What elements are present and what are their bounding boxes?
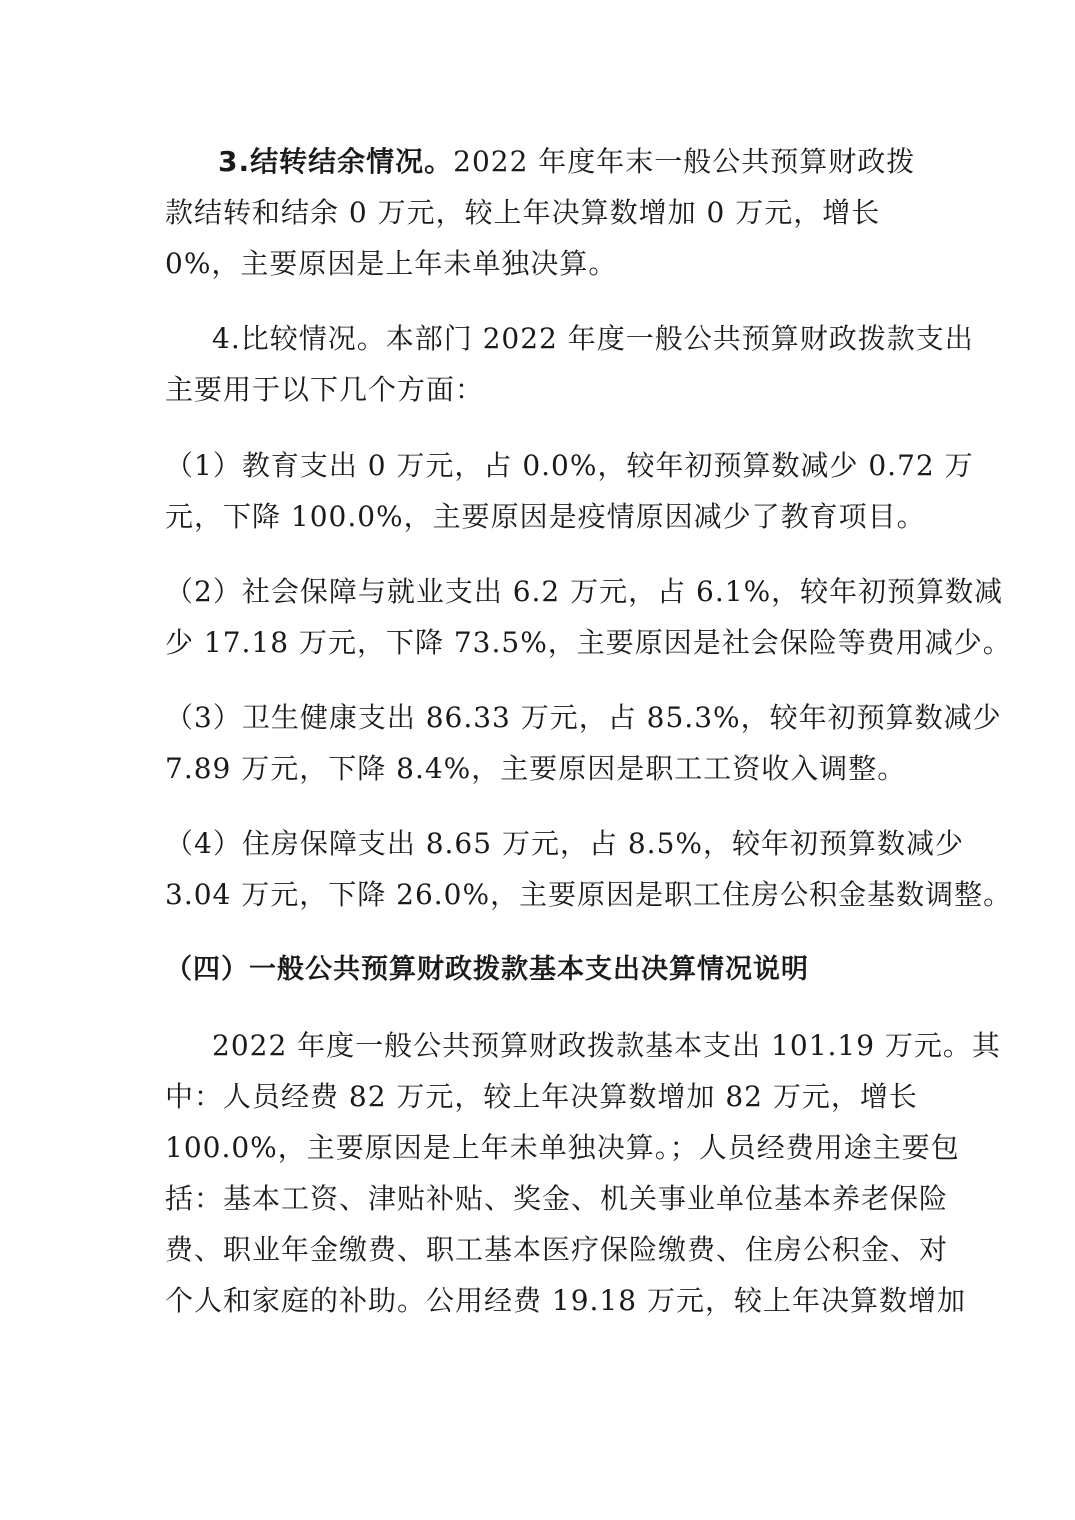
section4-line-2: 主要用于以下几个方面：	[165, 373, 485, 406]
item-3-line-2: 7.89 万元，下降 8.4%，主要原因是职工工资收入调整。	[165, 752, 907, 785]
item-4-line-2: 3.04 万元，下降 26.0%，主要原因是职工住房公积金基数调整。	[165, 878, 1013, 911]
item-3-line-1: （3）卫生健康支出 86.33 万元，占 85.3%，较年初预算数减少	[165, 701, 1002, 734]
item-2-line-2: 少 17.18 万元，下降 73.5%，主要原因是社会保险等费用减少。	[165, 626, 1012, 659]
item-2-line-1: （2）社会保障与就业支出 6.2 万元，占 6.1%，较年初预算数减	[165, 575, 1004, 608]
section-heading-four: （四）一般公共预算财政拨款基本支出决算情况说明	[165, 954, 809, 985]
section3-line-2: 款结转和结余 0 万元，较上年决算数增加 0 万元，增长	[165, 196, 881, 229]
section3-text: 2022 年度年末一般公共预算财政拨	[453, 145, 916, 178]
basic-line-4: 括：基本工资、津贴补贴、奖金、机关事业单位基本养老保险	[165, 1182, 949, 1215]
item-4-line-1: （4）住房保障支出 8.65 万元，占 8.5%，较年初预算数减少	[165, 827, 964, 860]
basic-line-3: 100.0%，主要原因是上年未单独决算。；人员经费用途主要包	[165, 1131, 960, 1164]
section3-line-3: 0%，主要原因是上年未单独决算。	[165, 247, 618, 280]
item-1-line-2: 元，下降 100.0%，主要原因是疫情原因减少了教育项目。	[165, 500, 926, 533]
basic-line-1: 2022 年度一般公共预算财政拨款基本支出 101.19 万元。其	[212, 1029, 1001, 1062]
section3-line-1	[218, 142, 915, 182]
item-1-line-1: （1）教育支出 0 万元，占 0.0%，较年初预算数减少 0.72 万	[165, 449, 974, 482]
section4-line-1: 4.比较情况。本部门 2022 年度一般公共预算财政拨款支出	[212, 322, 974, 355]
basic-line-2: 中：人员经费 82 万元，较上年决算数增加 82 万元，增长	[165, 1080, 918, 1113]
section3-lead: 3.结转结余情况。	[218, 145, 454, 178]
basic-line-5: 费、职业年金缴费、职工基本医疗保险缴费、住房公积金、对	[165, 1233, 949, 1266]
basic-line-6: 个人和家庭的补助。公用经费 19.18 万元，较上年决算数增加	[165, 1284, 966, 1317]
